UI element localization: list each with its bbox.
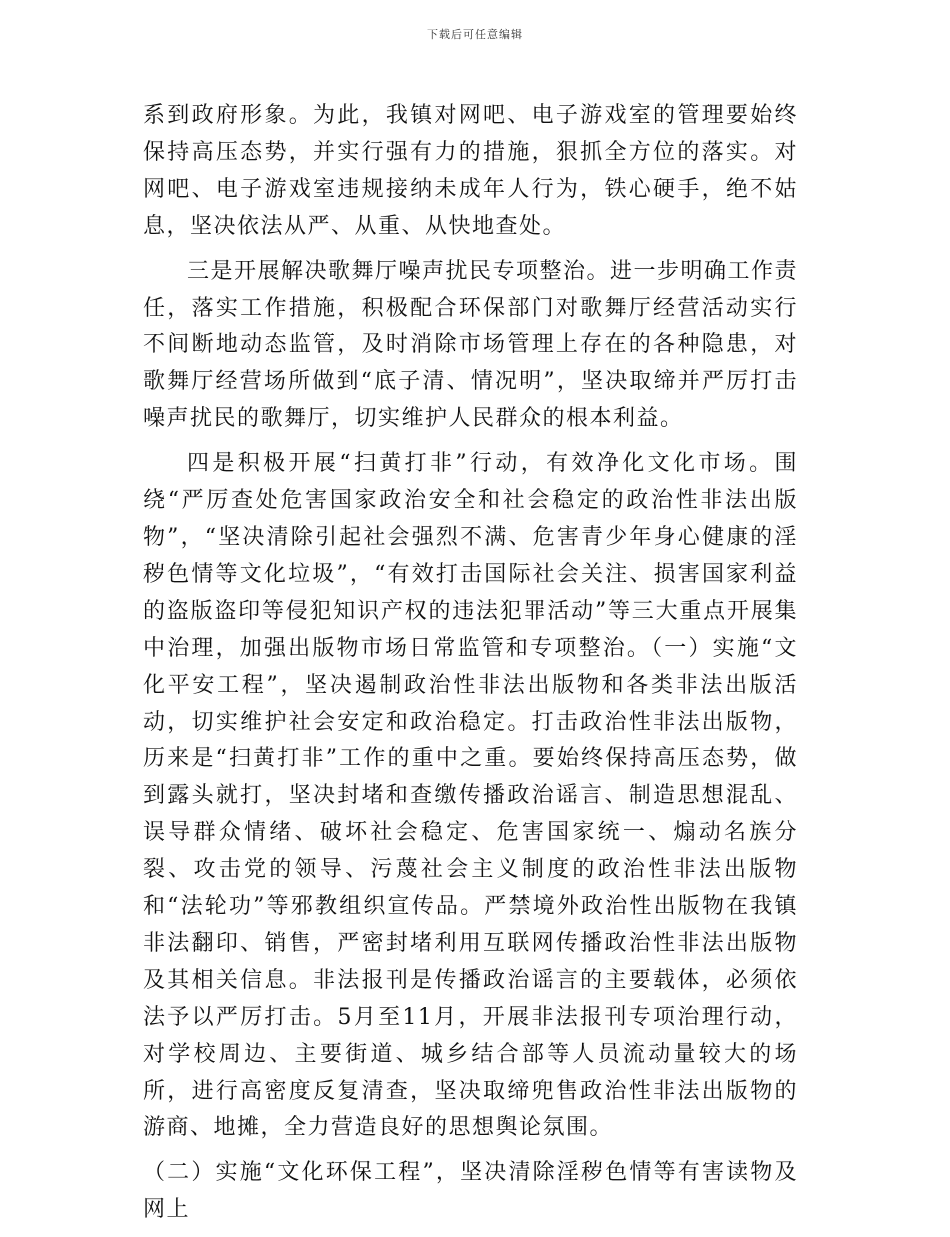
paragraph-culture-environment: （二）实施“文化环保工程”，坚决清除淫秽色情等有害读物及网上 [143,1160,798,1223]
document-body [143,98,798,1237]
page-header: 下载后可任意编辑 [427,28,523,41]
paragraph-continuation: 系到政府形象。为此，我镇对网吧、电子游戏室的管理要始终保持高压态势，并实行强有力的措施，狠抓全方位的落实。对网吧、电子游戏室违规接纳未成年人行为，铁心硬手，绝不姑息，坚决依法从严、从重、从快地查处。 [143,103,798,239]
paragraph-anti-pornography: 四是积极开展“扫黄打非”行动，有效净化文化市场。围绕“严厉查处危害国家政治安全和社会稳定的政治性非法出版物”，“坚决清除引起社会强烈不满、危害青少年身心健康的淫秽色情等文化垃圾”，“有效打击国际社会关注、损害国家利益的盗版盗印等侵犯知识产权的违法犯罪活动”等三大重点开展集中治理，加强出版物市场日常监管和专项整治。（一）实施“文化平安工程”，坚决遏制政治性非法出版物和各类非法出版活动，切实维护社会安定和政治稳定。打击政治性非法出版物，历来是“扫黄打非”工作的重中之重。要始终保持高压态势，做到露头就打，坚决封堵和查缴传播政治谣言、制造思想混乱、误导群众情绪、破坏社会稳定、危害国家统一、煽动名族分裂、攻击党的领导、污蔑社会主义制度的政治性非法出版物和“法轮功”等邪教组织宣传品。严禁境外政治性出版物在我镇非法翻印、销售，严密封堵利用互联网传播政治性非法出版物及其相关信息。非法报刊是传播政治谣言的主要载体，必须依法予以严厉打击。5月至11月，开展非法报刊专项治理行动，对学校周边、主要街道、城乡结合部等人员流动量较大的场所，进行高密度反复清查，坚决取缔兜售政治性非法出版物的游商、地摊，全力营造良好的思想舆论氛围。 [143,451,798,1141]
paragraph-dance-hall-noise: 三是开展解决歌舞厅噪声扰民专项整治。进一步明确工作责任，落实工作措施，积极配合环保部门对歌舞厅经营活动实行不间断地动态监管，及时消除市场管理上存在的各种隐患，对歌舞厅经营场所做到“底子清、情况明”，坚决取缔并严厉打击噪声扰民的歌舞厅，切实维护人民群众的根本利益。 [143,258,799,432]
